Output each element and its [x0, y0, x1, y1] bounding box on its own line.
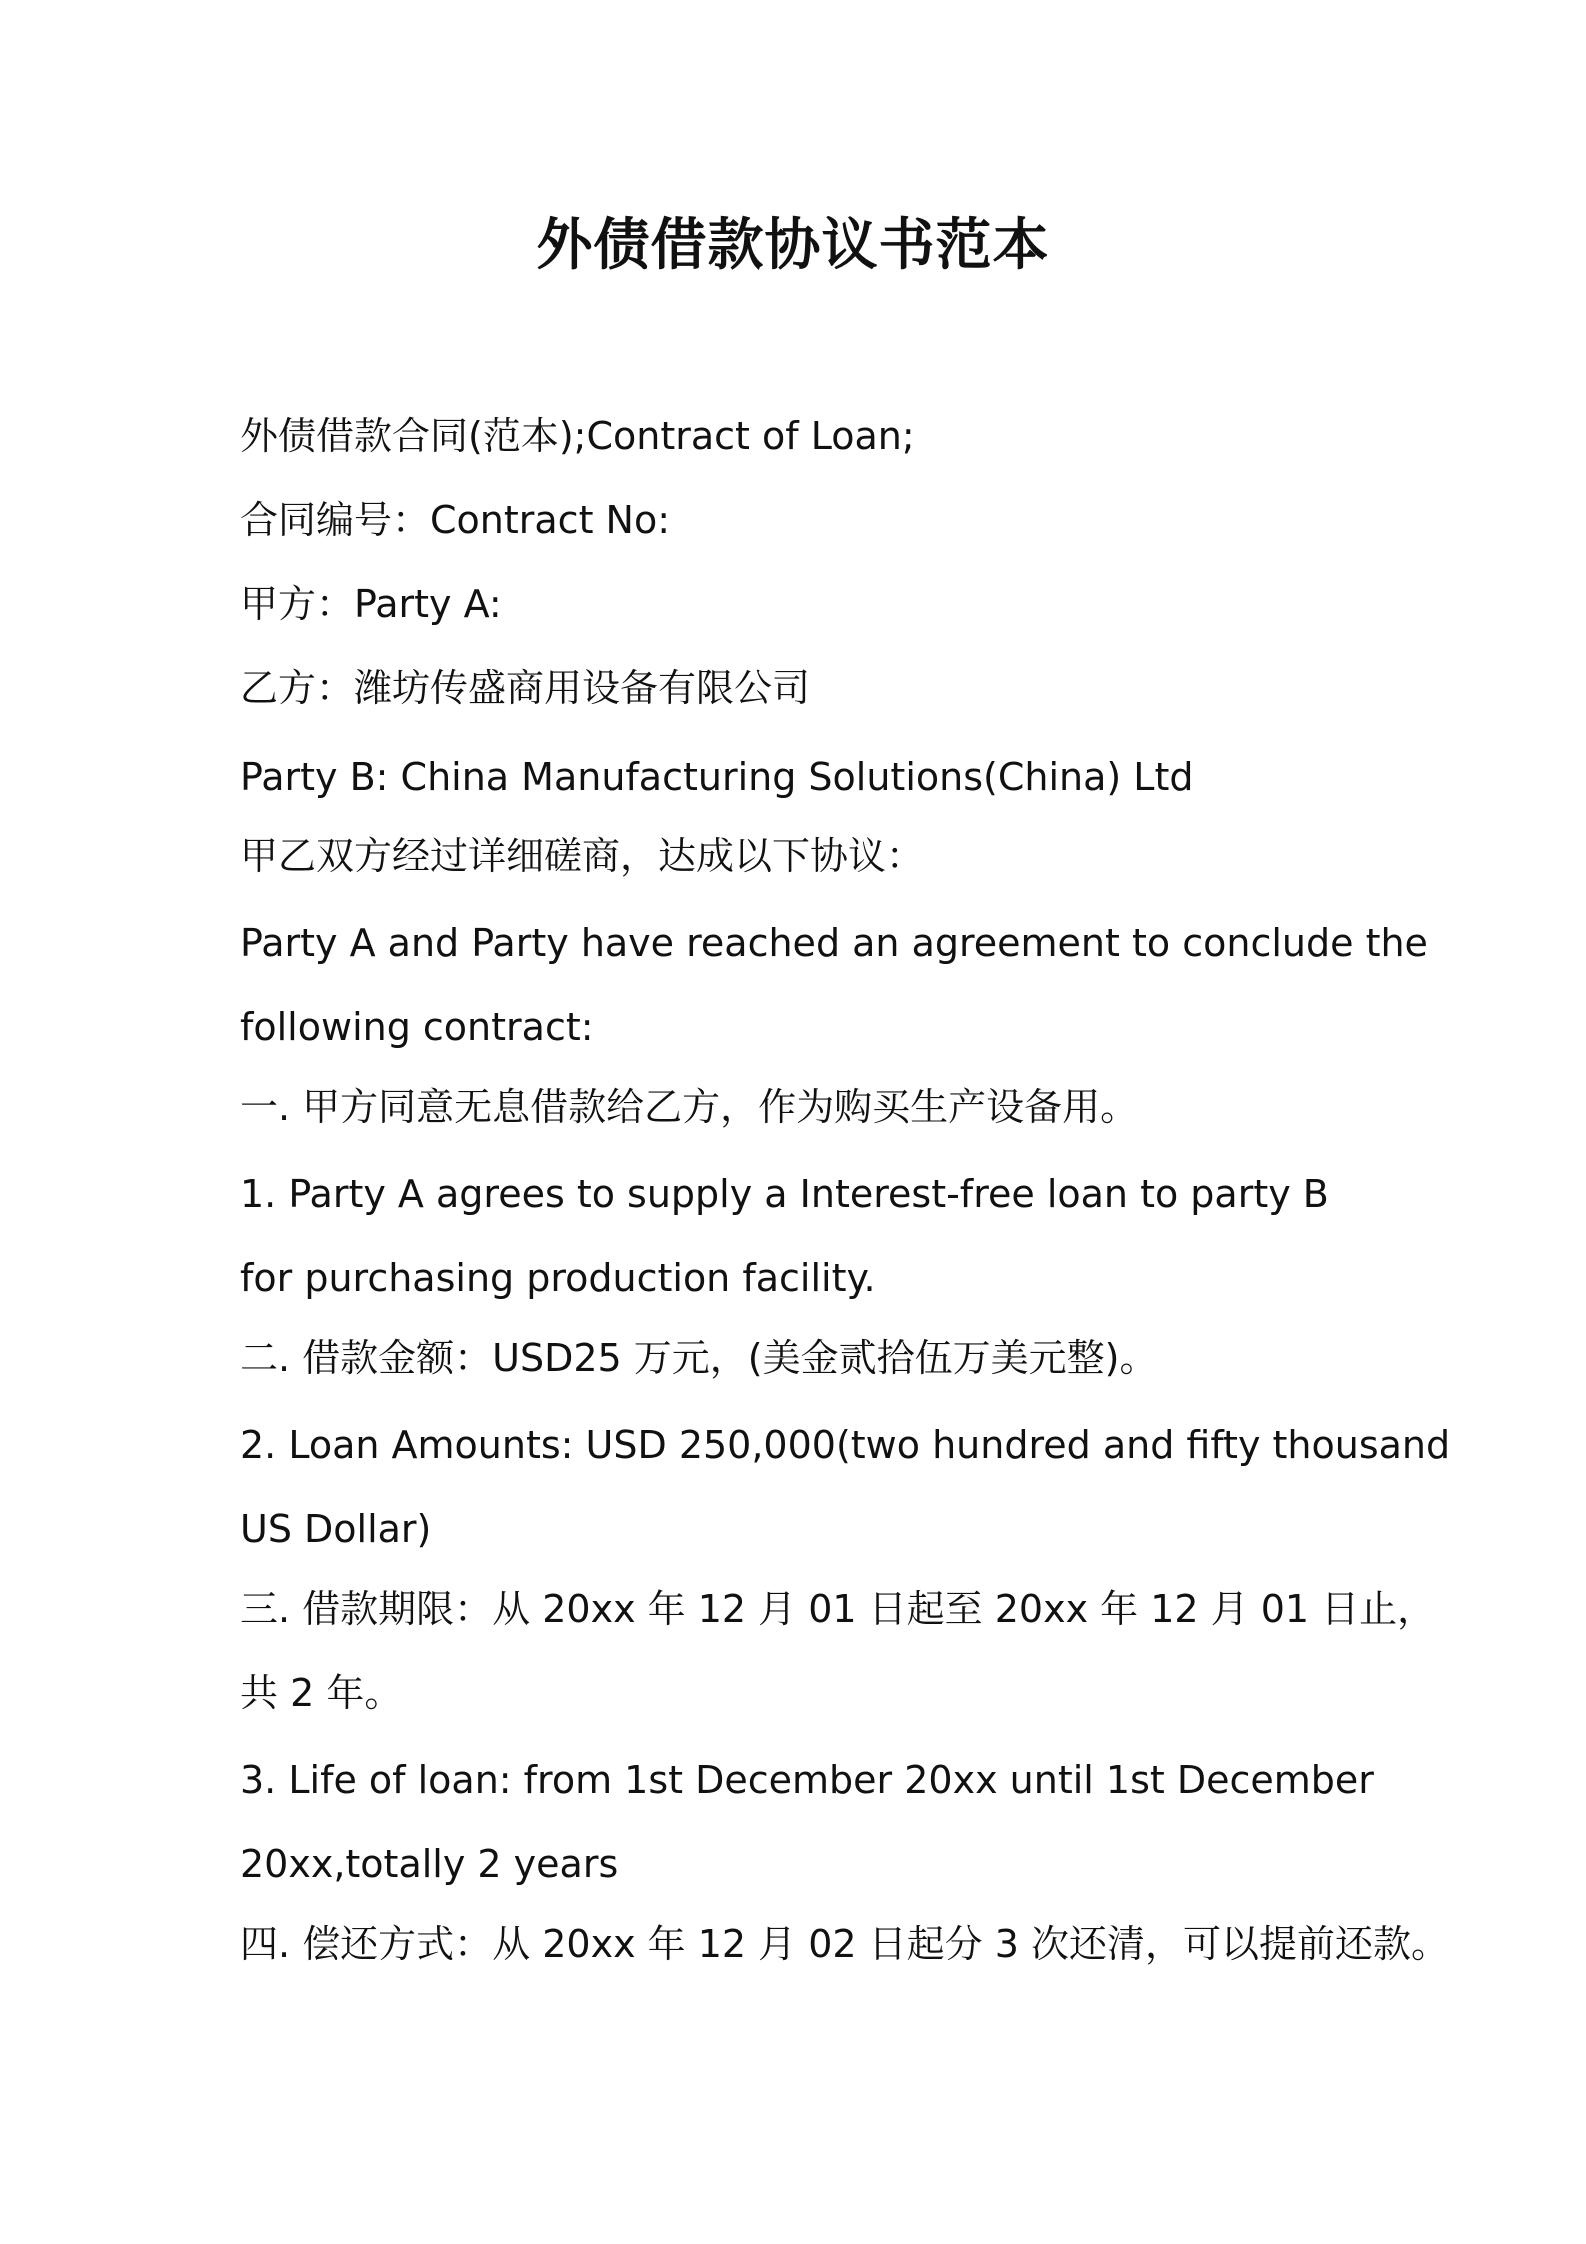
text-line-clause-3-cn-1: 三. 借款期限：从 20xx 年 12 月 01 日起至 20xx 年 12 月 01 日止， — [240, 1587, 1436, 1631]
text-line-clause-2-cn: 二. 借款金额：USD25 万元，(美金贰拾伍万美元整)。 — [240, 1336, 1158, 1380]
text-line-party-b-en: Party B: China Manufacturing Solutions(China) Ltd — [240, 755, 1194, 799]
text-line-clause-3-cn-2: 共 2 年。 — [240, 1671, 403, 1715]
text-line-party-a: 甲方：Party A: — [240, 582, 502, 626]
text-line-clause-4-cn: 四. 偿还方式：从 20xx 年 12 月 02 日起分 3 次还清，可以提前还款。 — [240, 1922, 1450, 1966]
text-line-clause-1-cn: 一. 甲方同意无息借款给乙方，作为购买生产设备用。 — [240, 1085, 1139, 1129]
text-line-clause-2-en-1: 2. Loan Amounts: USD 250,000(two hundred and fifty thousand — [240, 1423, 1451, 1467]
text-line-clause-3-en-1: 3. Life of loan: from 1st December 20xx until 1st December — [240, 1758, 1374, 1802]
text-line-agreement-cn: 甲乙双方经过详细磋商，达成以下协议： — [240, 834, 925, 878]
text-line-agreement-en-1: Party A and Party have reached an agreement to conclude the — [240, 921, 1428, 965]
text-line-clause-2-en-2: US Dollar) — [240, 1507, 432, 1551]
text-line-clause-1-en-1: 1. Party A agrees to supply a Interest-free loan to party B — [240, 1172, 1329, 1216]
document-title: 外债借款协议书范本 — [536, 213, 1050, 278]
text-line-clause-1-en-2: for purchasing production facility. — [240, 1256, 876, 1300]
text-line-contract-no: 合同编号：Contract No: — [240, 498, 671, 542]
text-line-clause-3-en-2: 20xx,totally 2 years — [240, 1842, 619, 1886]
text-line-contract-title: 外债借款合同(范本);Contract of Loan; — [240, 414, 915, 458]
text-line-party-b-cn: 乙方：潍坊传盛商用设备有限公司 — [240, 666, 811, 710]
text-line-agreement-en-2: following contract: — [240, 1005, 594, 1049]
